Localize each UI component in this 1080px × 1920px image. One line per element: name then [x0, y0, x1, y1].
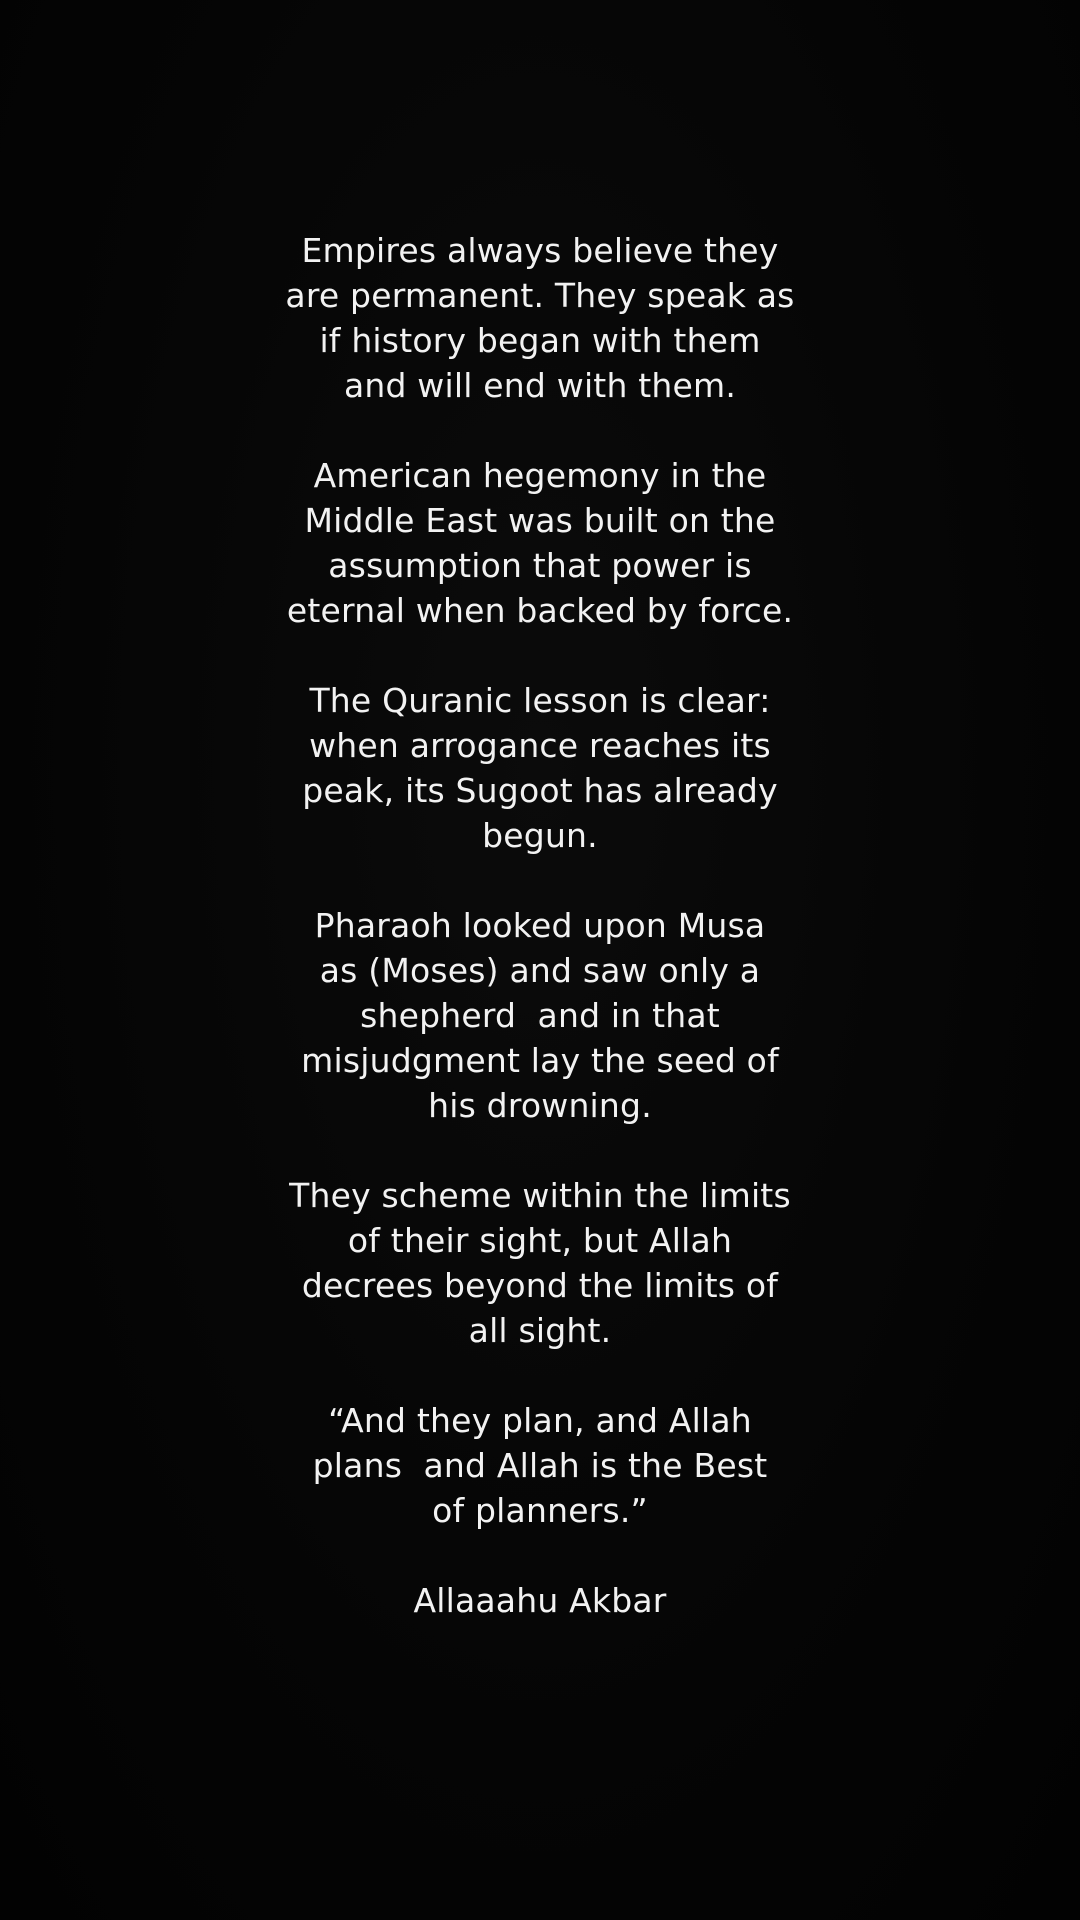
- stanza-line: They scheme within the limits: [289, 1176, 791, 1215]
- stanza-line: as (Moses) and saw only a: [319, 951, 761, 990]
- signoff-text: Allaaahu Akbar: [413, 1581, 667, 1620]
- stanza-line: begun.: [482, 816, 598, 855]
- stanza-line: shepherd and in that: [360, 996, 720, 1035]
- stanza-line: American hegemony in the: [313, 456, 767, 495]
- stanza-line: all sight.: [468, 1311, 612, 1350]
- stanza-line: when arrogance reaches its: [309, 726, 771, 765]
- stanza-line: and will end with them.: [343, 366, 737, 405]
- stanza-1: [0, 228, 1080, 408]
- stanza-line: of their sight, but Allah: [347, 1221, 733, 1260]
- stanza-line: peak, its Sugoot has already: [302, 771, 778, 810]
- stanza-line: of planners.”: [432, 1491, 648, 1530]
- stanza-line: “And they plan, and Allah: [328, 1401, 752, 1440]
- stanza-4: [0, 903, 1080, 1128]
- poem-text-block: [0, 228, 1080, 1623]
- stanza-5: [0, 1173, 1080, 1353]
- stanza-2: [0, 453, 1080, 633]
- stanza-line: Middle East was built on the: [304, 501, 776, 540]
- stanza-line: assumption that power is: [328, 546, 752, 585]
- stanza-6-quote: [0, 1398, 1080, 1533]
- stanza-line: misjudgment lay the seed of: [301, 1041, 779, 1080]
- stanza-line: plans and Allah is the Best: [312, 1446, 768, 1485]
- stanza-line: Empires always believe they: [301, 231, 779, 270]
- stanza-line: decrees beyond the limits of: [301, 1266, 779, 1305]
- stanza-line: his drowning.: [428, 1086, 652, 1125]
- stanza-line: The Quranic lesson is clear:: [309, 681, 771, 720]
- stanza-3: [0, 678, 1080, 858]
- stanza-line: are permanent. They speak as: [285, 276, 795, 315]
- stanza-line: Pharaoh looked upon Musa: [314, 906, 766, 945]
- stanza-line: eternal when backed by force.: [286, 591, 794, 630]
- stanza-line: if history began with them: [319, 321, 761, 360]
